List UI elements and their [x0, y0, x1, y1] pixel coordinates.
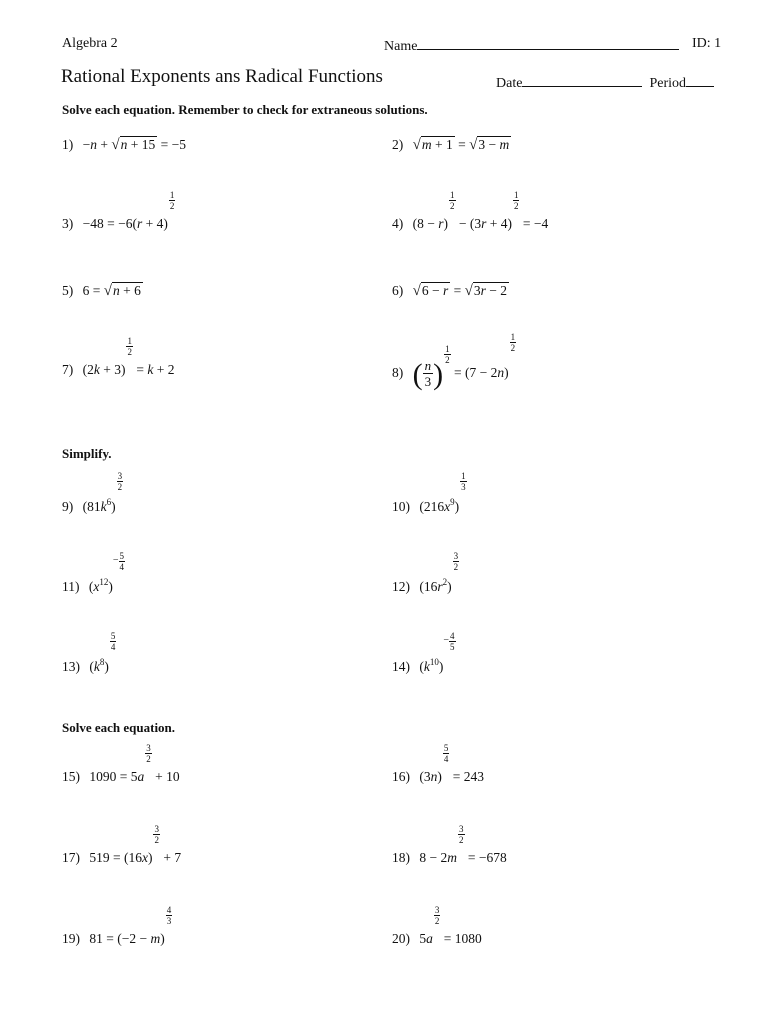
problem-number: 12) — [392, 579, 410, 594]
equation: 6 = √n + 6 — [82, 283, 141, 299]
period-blank-line[interactable] — [686, 73, 714, 87]
problem-3 — [62, 190, 175, 237]
worksheet-title: Rational Exponents ans Radical Functions — [61, 66, 383, 87]
equation: 81 = (−2 − m) $\frac{4}{3}$ — [89, 905, 172, 946]
equation: √6 − r = √3r − 2 — [412, 283, 507, 299]
problem-12 — [392, 551, 459, 598]
date-label: Date — [496, 76, 523, 91]
equation: √m + 1 = √3 − m — [412, 137, 510, 153]
problem-number: 16) — [392, 769, 410, 784]
fraction-exponent: $\frac{1}{2}$ — [445, 344, 450, 365]
problem-number: 18) — [392, 850, 410, 865]
problem-number: 3) — [62, 216, 74, 231]
fraction-exponent: $\frac{3}{2}$ — [117, 471, 123, 492]
problem-11 — [62, 551, 125, 598]
fraction-exponent: $\frac{3}{2}$ — [146, 743, 151, 764]
fraction-exponent: $\frac{5}{4}$ — [110, 631, 116, 652]
problem-8 — [392, 332, 516, 391]
problem-10 — [392, 471, 467, 518]
problem-4 — [392, 190, 549, 237]
expression: $(81k^6)$ $\frac{3}{2}$ — [82, 471, 123, 514]
problem-13 — [62, 631, 116, 678]
expression: $(k^{10})-$ $\frac{4}{5}$ — [419, 631, 455, 674]
problem-16 — [392, 743, 484, 790]
problem-number: 2) — [392, 137, 404, 152]
fraction-exponent: $\frac{3}{2}$ — [453, 551, 459, 572]
fraction-exponent: $\frac{5}{4}$ — [443, 743, 449, 764]
equation: −n + √n + 15 = −5 — [82, 137, 186, 153]
equation: (3n) $\frac{5}{4}$ = 243 — [419, 743, 484, 784]
fraction-exponent: $\frac{1}{2}$ — [169, 190, 175, 211]
problem-number: 15) — [62, 769, 80, 784]
equation: 519 = (16x) $\frac{3}{2}$ + 7 — [89, 824, 182, 865]
fraction-exponent: $\frac{3}{2}$ — [154, 824, 159, 845]
expression: $(x^{12})-$ $\frac{5}{4}$ — [88, 551, 125, 594]
expression: $(16r^2)$ $\frac{3}{2}$ — [419, 551, 459, 594]
problem-2 — [392, 136, 511, 154]
fraction-exponent: $\frac{5}{4}$ — [119, 551, 125, 572]
problem-1 — [62, 136, 186, 154]
problem-number: 20) — [392, 931, 410, 946]
equation: 1090 = 5a $\frac{3}{2}$ + 10 — [89, 743, 180, 784]
problem-number: 6) — [392, 283, 404, 298]
problem-7 — [62, 336, 175, 383]
section-heading-simplify: Simplify. — [62, 446, 112, 461]
expression: $(k^8)$ $\frac{5}{4}$ — [89, 631, 116, 674]
problem-17 — [62, 824, 182, 871]
problem-number: 9) — [62, 499, 74, 514]
fraction-exponent: $\frac{3}{2}$ — [459, 824, 464, 845]
equation: 8 − 2m $\frac{3}{2}$ = −678 — [419, 824, 507, 865]
equation: −48 = −6(r + 4) $\frac{1}{2}$ — [82, 190, 175, 231]
problem-number: 10) — [392, 499, 410, 514]
fraction-exponent: $\frac{1}{2}$ — [513, 190, 519, 211]
section-heading-solve-extraneous: Solve each equation. Remember to check for extraneous solutions. — [62, 102, 428, 117]
problem-14 — [392, 631, 456, 678]
problem-5 — [62, 282, 143, 300]
expression: $(216x^9)$ $\frac{1}{3}$ — [419, 471, 466, 514]
problem-number: 14) — [392, 659, 410, 674]
equation: 5a $\frac{3}{2}$ = 1080 — [419, 905, 482, 946]
equation: (8 − r) $\frac{1}{2}$ − (3r + 4) $\frac{1}{2}$ = −4 — [412, 190, 549, 231]
problem-18 — [392, 824, 507, 871]
name-field[interactable] — [384, 36, 679, 55]
fraction-exponent: $\frac{4}{3}$ — [166, 905, 172, 926]
fraction-exponent: $\frac{1}{2}$ — [127, 336, 132, 357]
problem-number: 5) — [62, 283, 74, 298]
problem-number: 1) — [62, 137, 74, 152]
problem-19 — [62, 905, 172, 952]
fraction-exponent: $\frac{1}{2}$ — [510, 332, 516, 353]
equation: ( $\frac{n}{3}$ ) $\frac{1}{2}$ = (7 − 2n) $\frac{1}{2}$ — [412, 332, 516, 391]
equation: (2k + 3) $\frac{1}{2}$ = k + 2 — [82, 336, 175, 377]
date-period-field[interactable] — [496, 73, 714, 92]
problem-number: 19) — [62, 931, 80, 946]
fraction-exponent: $\frac{1}{3}$ — [461, 471, 466, 492]
fraction-exponent: $\frac{4}{5}$ — [450, 631, 455, 652]
problem-number: 13) — [62, 659, 80, 674]
period-label: Period — [649, 76, 686, 91]
problem-number: 11) — [62, 579, 80, 594]
problem-15 — [62, 743, 180, 790]
fraction-exponent: $\frac{3}{2}$ — [434, 905, 440, 926]
problem-number: 4) — [392, 216, 404, 231]
section-heading-solve: Solve each equation. — [62, 720, 176, 735]
problem-number: 17) — [62, 850, 80, 865]
problem-number: 8) — [392, 364, 404, 380]
problem-6 — [392, 282, 509, 300]
name-blank-line[interactable] — [417, 36, 679, 50]
id-label: ID: 1 — [692, 36, 722, 51]
course-label: Algebra 2 — [62, 36, 118, 51]
name-label: Name — [384, 39, 418, 54]
fraction-exponent: $\frac{1}{2}$ — [450, 190, 455, 211]
problem-9 — [62, 471, 123, 518]
date-blank-line[interactable] — [522, 73, 642, 87]
problem-number: 7) — [62, 362, 74, 377]
problem-20 — [392, 905, 482, 952]
